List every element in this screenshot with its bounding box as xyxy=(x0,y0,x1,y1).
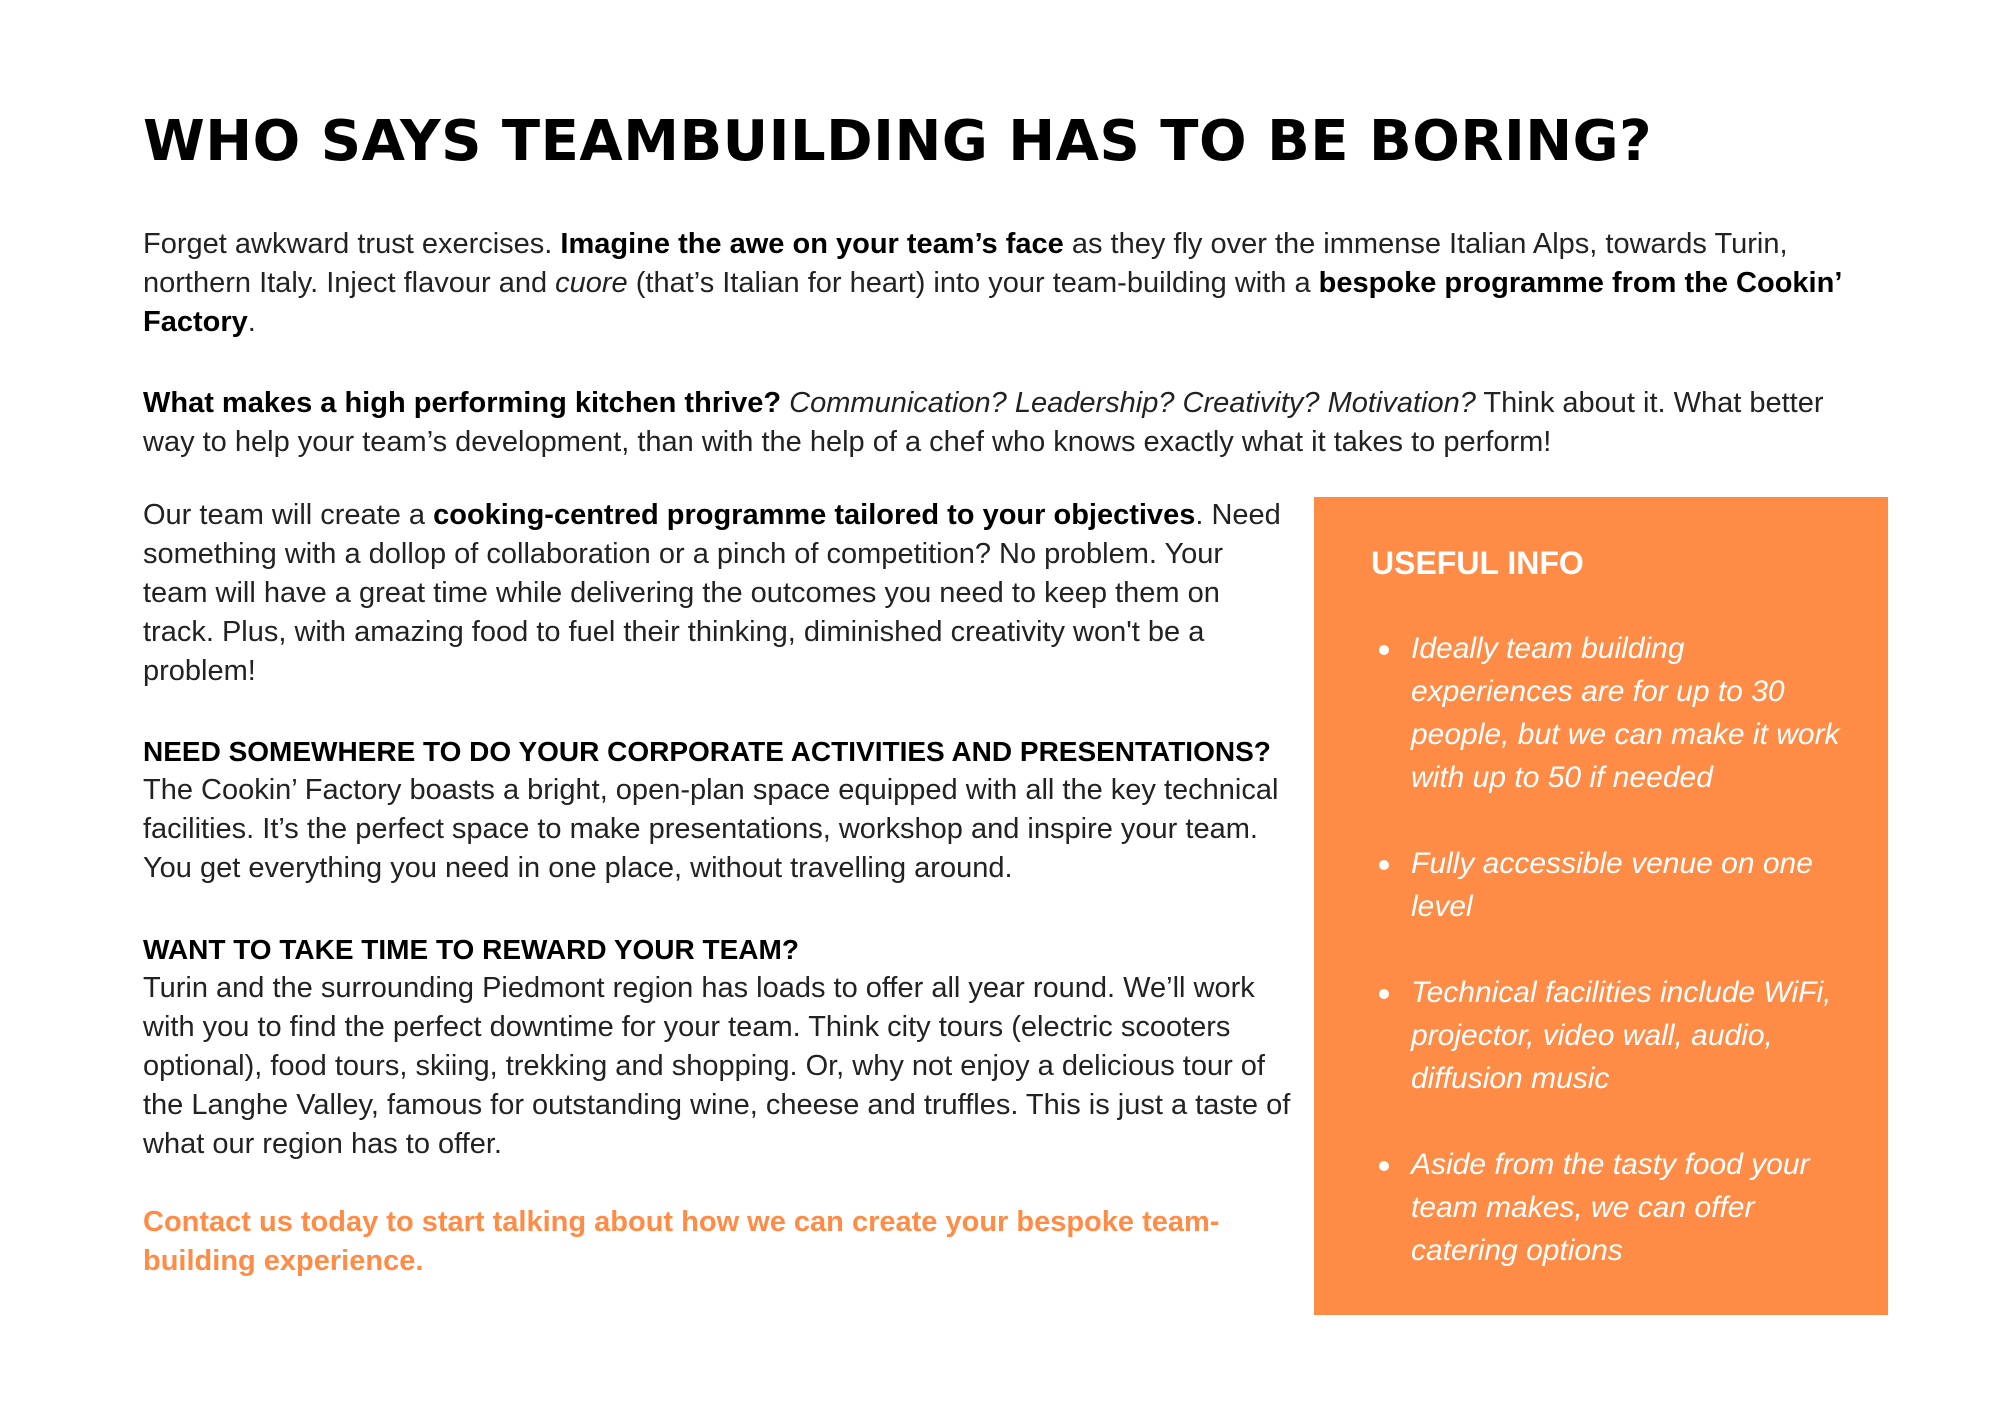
list-item-text: Ideally team building experiences are for up to 30 people, but we can make it work with up to 50 if needed xyxy=(1411,632,1840,794)
useful-info-title: USEFUL INFO xyxy=(1371,545,1584,581)
intro-text-2: as they fly over the immense Italian Alps, towards Turin, northern Italy. Inject flavour and xyxy=(143,228,1788,299)
intro-text-3: (that’s Italian for heart) into your team-building with a xyxy=(627,267,1319,299)
corporate-paragraph: The Cookin’ Factory boasts a bright, open-plan space equipped with all the key technical facilities. It’s the perfect space to make presentations, workshop and inspire your team. You get everything you need in one place, without travelling around. xyxy=(143,774,1279,884)
kitchen-qualities: Communication? Leadership? Creativity? Motivation? xyxy=(781,387,1476,419)
list-item xyxy=(1371,842,1841,928)
useful-info-box xyxy=(1314,497,1888,1315)
list-item xyxy=(1371,627,1841,799)
intro-bold-1: Imagine the awe on your team’s face xyxy=(560,228,1064,260)
bullet-icon xyxy=(1379,860,1389,870)
bullet-icon xyxy=(1379,1161,1389,1171)
intro-text-1: Forget awkward trust exercises. xyxy=(143,228,561,260)
bullet-icon xyxy=(1379,645,1389,655)
list-item xyxy=(1371,971,1841,1100)
list-item-text: Fully accessible venue on one level xyxy=(1411,847,1813,923)
reward-heading: WANT TO TAKE TIME TO REWARD YOUR TEAM? xyxy=(143,934,799,965)
kitchen-text: Think about it. What better way to help your team’s development, than with the help of a chef who knows exactly what it takes to perform! xyxy=(143,387,1824,458)
list-item xyxy=(1371,1143,1841,1272)
objectives-paragraph xyxy=(143,496,1293,691)
objectives-bold: cooking-centred programme tailored to your objectives xyxy=(433,499,1196,531)
objectives-text-1: Our team will create a xyxy=(143,499,434,531)
objectives-text-2: . Need something with a dollop of collaboration or a pinch of competition? No problem. Your team will have a great time while delivering the outcomes you need to keep them on track. Plus, with amazing food to fuel their thinking, diminished creativity won't be a problem! xyxy=(143,499,1281,687)
page-title: WHO SAYS TEAMBUILDING HAS TO BE BORING? xyxy=(143,109,1653,174)
bullet-icon xyxy=(1379,989,1389,999)
intro-paragraph xyxy=(143,225,1883,342)
reward-paragraph: Turin and the surrounding Piedmont region has loads to offer all year round. We’ll work with you to find the perfect downtime for your team. Think city tours (electric scooters optional), food tours, skiing, trekking and shopping. Or, why not enjoy a delicious tour of the Langhe Valley, famous for outstanding wine, cheese and truffles. This is just a taste of what our region has to offer. xyxy=(143,972,1291,1160)
kitchen-question: What makes a high performing kitchen thrive? xyxy=(143,387,782,419)
useful-info-list xyxy=(1371,627,1841,1315)
contact-call-to-action: Contact us today to start talking about how we can create your bespoke team-building experience. xyxy=(143,1206,1220,1277)
kitchen-paragraph xyxy=(143,384,1883,462)
list-item-text: Technical facilities include WiFi, projector, video wall, audio, diffusion music xyxy=(1411,976,1832,1095)
intro-bold-2: bespoke programme from the Cookin’ Factory xyxy=(143,267,1841,338)
intro-text-4: . xyxy=(247,306,256,338)
list-item-text: Aside from the tasty food your team makes, we can offer catering options xyxy=(1411,1148,1810,1267)
corporate-heading: NEED SOMEWHERE TO DO YOUR CORPORATE ACTIVITIES AND PRESENTATIONS? xyxy=(143,736,1271,767)
intro-italic-cuore: cuore xyxy=(555,267,628,299)
